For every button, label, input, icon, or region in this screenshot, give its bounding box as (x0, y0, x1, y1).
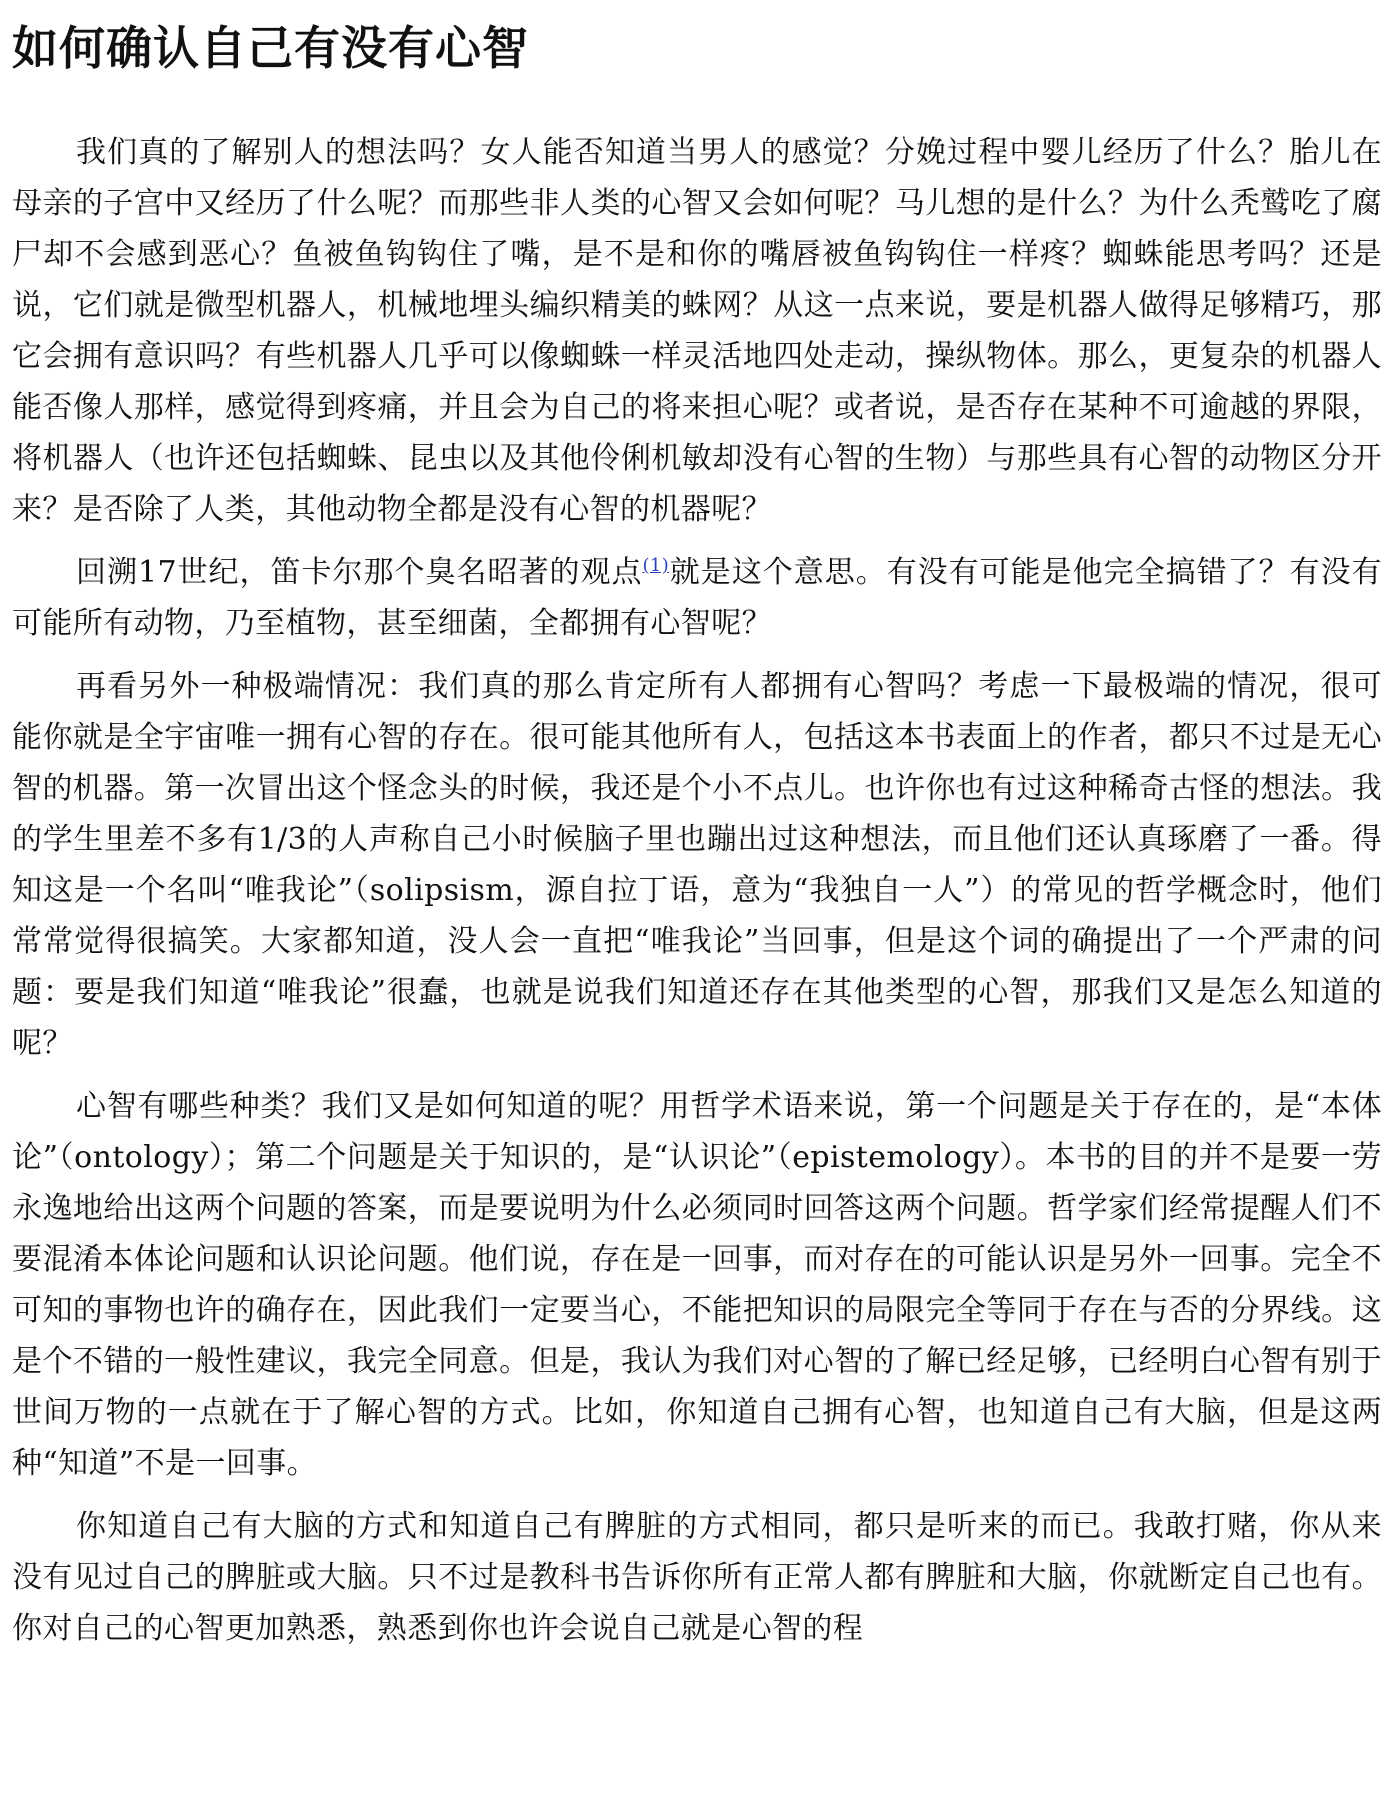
paragraph-2-text-after: 就是这个意思。有没有可能是他完全搞错了？有没有可能所有动物，乃至植物，甚至细菌，全都拥有心智呢？ (12, 554, 1382, 641)
footnote-link[interactable]: (1) (642, 554, 670, 576)
paragraph-2-text-before: 回溯17世纪，笛卡尔那个臭名昭著的观点 (76, 554, 643, 590)
paragraph-2 (12, 547, 1382, 649)
paragraph-4: 心智有哪些种类？我们又是如何知道的呢？用哲学术语来说，第一个问题是关于存在的，是“本体论”（ontology）；第二个问题是关于知识的，是“认识论”（epistemology）。本书的目的并不是要一劳永逸地给出这两个问题的答案，而是要说明为什么必须同时回答这两个问题。哲学家们经常提醒人们不要混淆本体论问题和认识论问题。他们说，存在是一回事，而对存在的可能认识是另外一回事。完全不可知的事物也许的确存在，因此我们一定要当心，不能把知识的局限完全等同于存在与否的分界线。这是个不错的一般性建议，我完全同意。但是，我认为我们对心智的了解已经足够，已经明白心智有别于世间万物的一点就在于了解心智的方式。比如，你知道自己拥有心智，也知道自己有大脑，但是这两种“知道”不是一回事。 (12, 1088, 1382, 1481)
paragraph-1: 我们真的了解别人的想法吗？女人能否知道当男人的感觉？分娩过程中婴儿经历了什么？胎儿在母亲的子宫中又经历了什么呢？而那些非人类的心智又会如何呢？马儿想的是什么？为什么秃鹫吃了腐尸却不会感到恶心？鱼被鱼钩钩住了嘴，是不是和你的嘴唇被鱼钩钩住一样疼？蜘蛛能思考吗？还是说，它们就是微型机器人，机械地埋头编织精美的蛛网？从这一点来说，要是机器人做得足够精巧，那它会拥有意识吗？有些机器人几乎可以像蜘蛛一样灵活地四处走动，操纵物体。那么，更复杂的机器人能否像人那样，感觉得到疼痛，并且会为自己的将来担心呢？或者说，是否存在某种不可逾越的界限，将机器人（也许还包括蜘蛛、昆虫以及其他伶俐机敏却没有心智的生物）与那些具有心智的动物区分开来？是否除了人类，其他动物全都是没有心智的机器呢？ (12, 134, 1382, 527)
paragraph-5: 你知道自己有大脑的方式和知道自己有脾脏的方式相同，都只是听来的而已。我敢打赌，你从来没有见过自己的脾脏或大脑。只不过是教科书告诉你所有正常人都有脾脏和大脑，你就断定自己也有。你对自己的心智更加熟悉，熟悉到你也许会说自己就是心智的程 (12, 1508, 1382, 1646)
paragraph-3: 再看另外一种极端情况：我们真的那么肯定所有人都拥有心智吗？考虑一下最极端的情况，很可能你就是全宇宙唯一拥有心智的存在。很可能其他所有人，包括这本书表面上的作者，都只不过是无心智的机器。第一次冒出这个怪念头的时候，我还是个小不点儿。也许你也有过这种稀奇古怪的想法。我的学生里差不多有1/3的人声称自己小时候脑子里也蹦出过这种想法，而且他们还认真琢磨了一番。得知这是一个名叫“唯我论”（solipsism，源自拉丁语，意为“我独自一人”）的常见的哲学概念时，他们常常觉得很搞笑。大家都知道，没人会一直把“唯我论”当回事，但是这个词的确提出了一个严肃的问题：要是我们知道“唯我论”很蠢，也就是说我们知道还存在其他类型的心智，那我们又是怎么知道的呢？ (12, 668, 1382, 1061)
page-title: 如何确认自己有没有心智 (12, 22, 529, 74)
document-page (12, 10, 1382, 1666)
